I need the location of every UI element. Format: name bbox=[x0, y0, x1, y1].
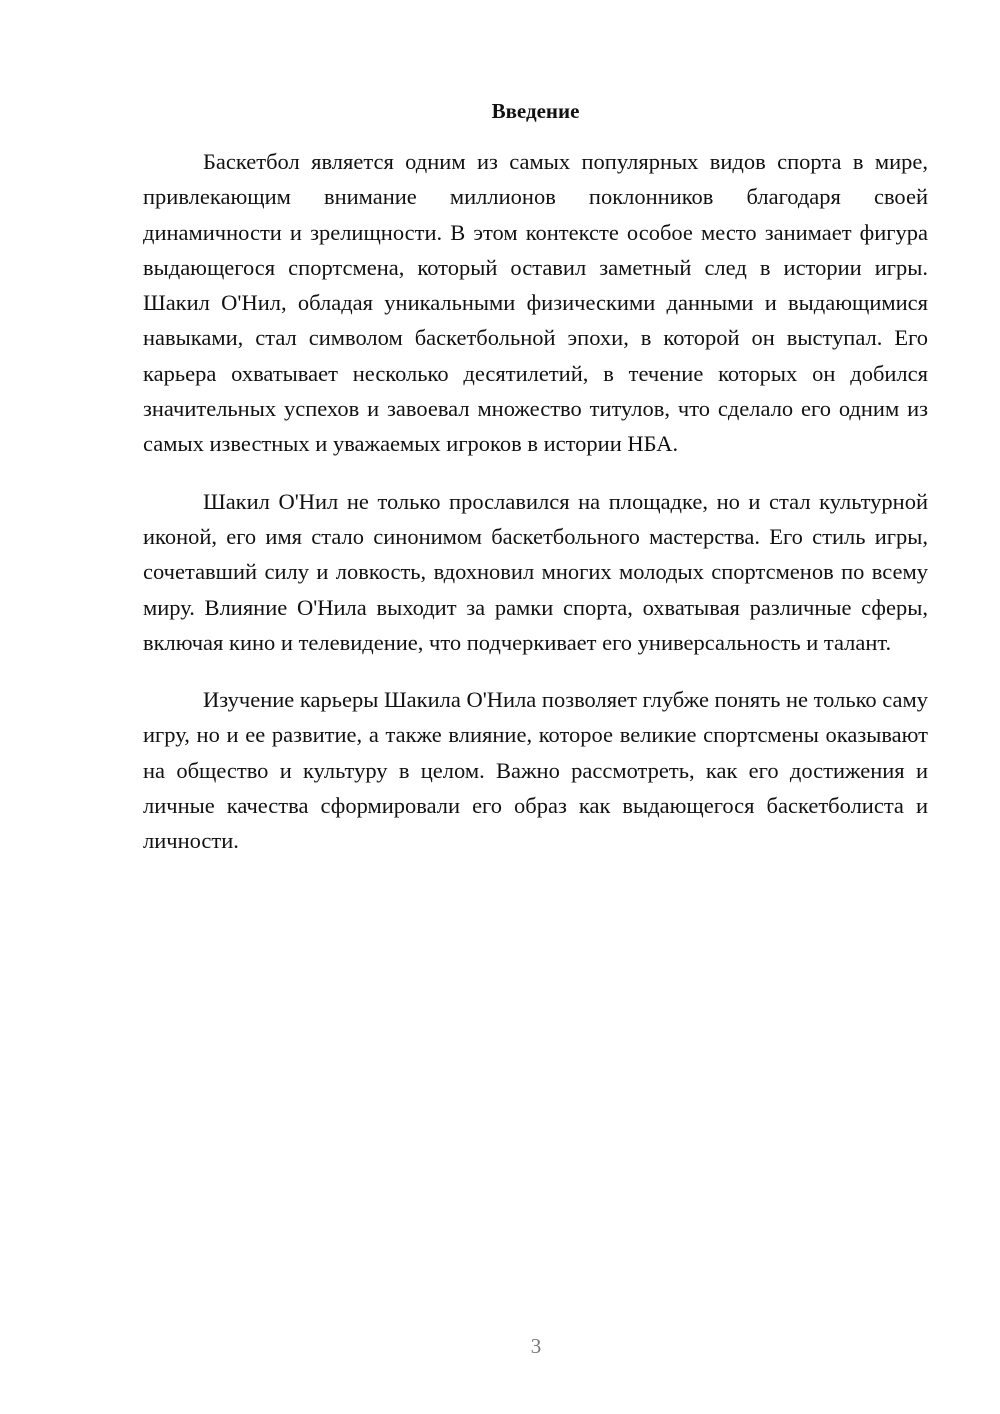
section-heading: Введение bbox=[491, 99, 580, 123]
paragraph-cultural-icon: Шакил О'Нил не только прославился на площадке, но и стал культурной иконой, его имя стало синонимом баскетбольного мастерства. Его стиль игры, сочетавший силу и ловкость, вдохновил многих молодых спортсменов по всему миру. Влияние О'Нила выходит за рамки спорта, охватывая различные сферы, включая кино и телевидение, что подчеркивает его универсальность и талант. bbox=[143, 488, 928, 655]
paragraph-career-study: Изучение карьеры Шакила О'Нила позволяет глубже понять не только саму игру, но и ее развитие, а также влияние, которое великие спортсмены оказывают на общество и культуру в целом. Важно рассмотреть, как его достижения и личные качества сформировали его образ как выдающегося баскетболиста и личности. bbox=[143, 687, 928, 854]
document-body bbox=[143, 144, 928, 881]
page-number: 3 bbox=[530, 1334, 542, 1358]
paragraph-intro: Баскетбол является одним из самых популярных видов спорта в мире, привлекающим внимание миллионов поклонников благодаря своей динамичности и зрелищности. В этом контексте особое место занимает фигура выдающегося спортсмена, который оставил заметный след в истории игры. Шакил О'Нил, обладая уникальными физическими данными и выдающимися навыками, стал символом баскетбольной эпохи, в которой он выступал. Его карьера охватывает несколько десятилетий, в течение которых он добился значительных успехов и завоевал множество титулов, что сделало его одним из самых известных и уважаемых игроков в истории НБА. bbox=[143, 149, 928, 457]
